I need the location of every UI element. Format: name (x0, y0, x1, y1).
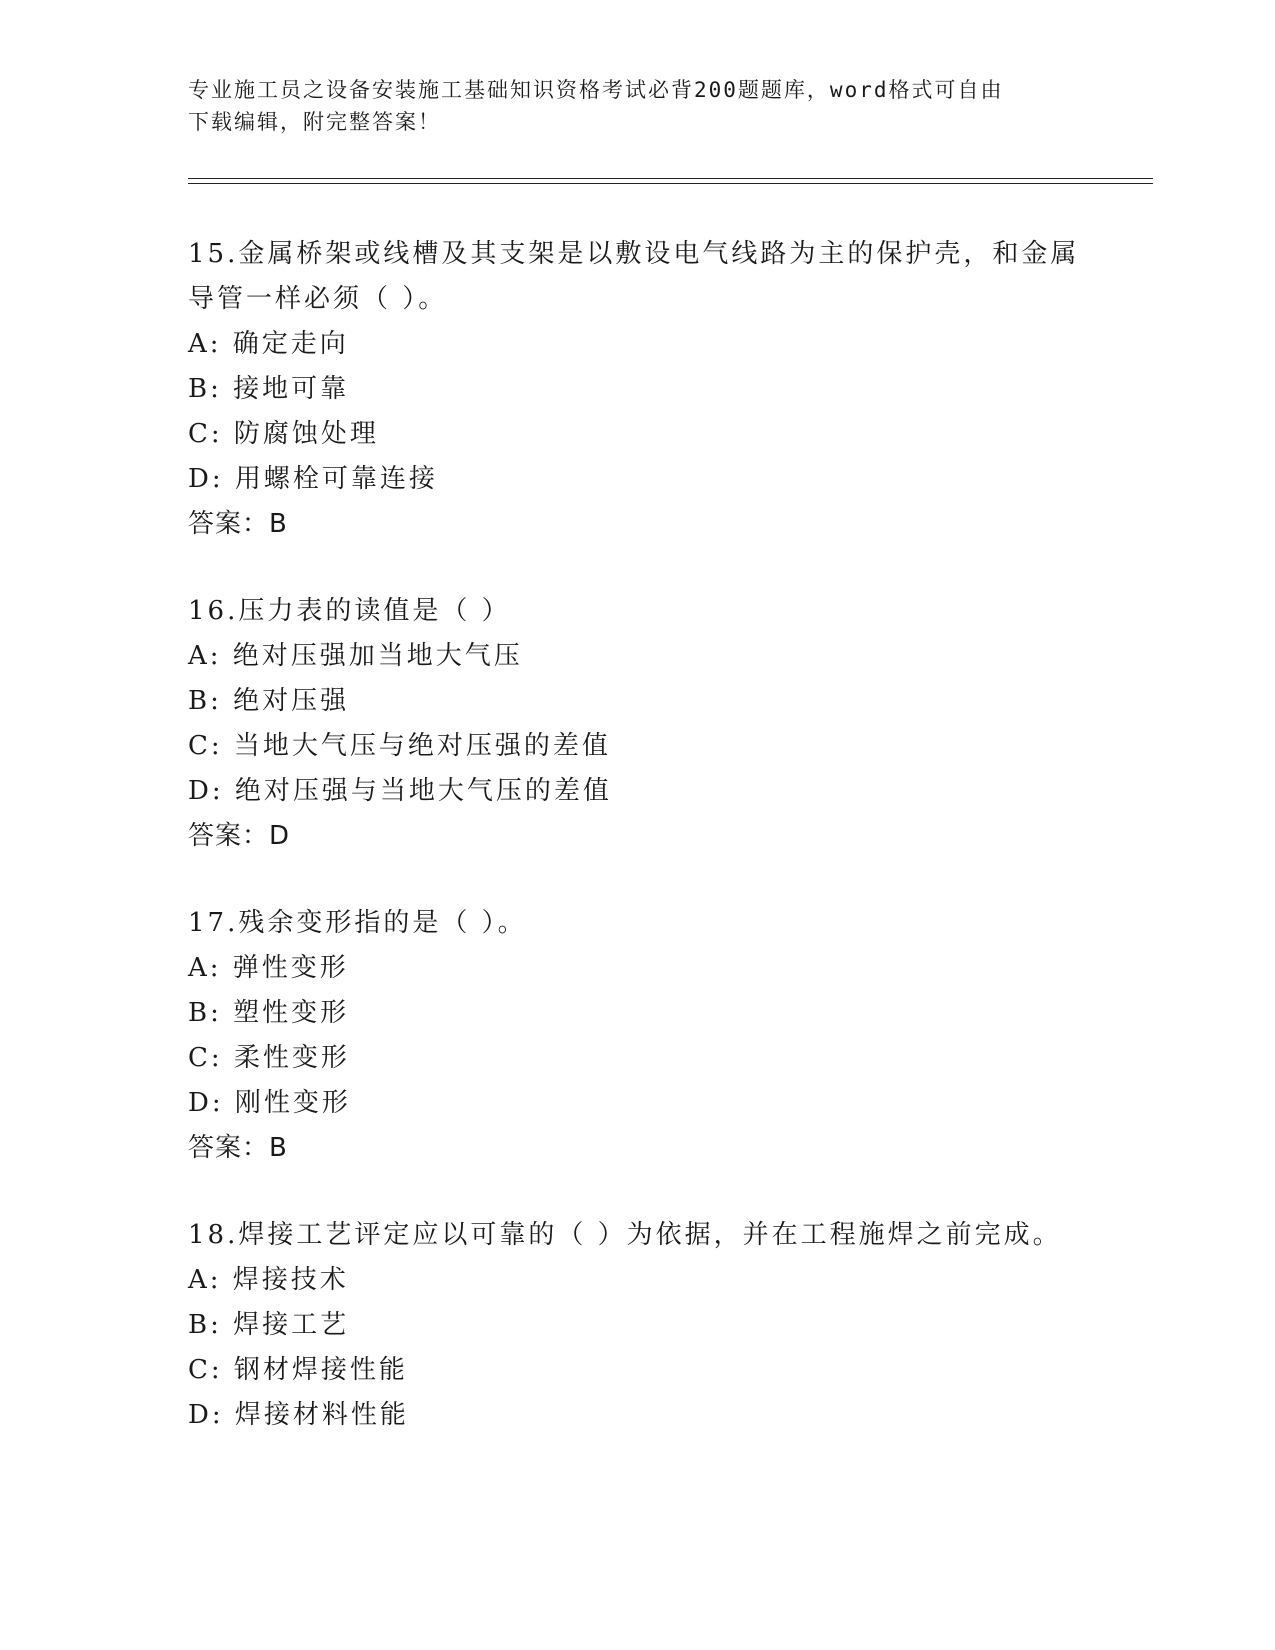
answer: 答案：D (188, 821, 291, 851)
question-16 (188, 589, 1088, 859)
option-c: C: 当地大气压与绝对压强的差值 (188, 731, 611, 761)
option-a: A: 焊接技术 (188, 1265, 349, 1295)
option-d: D: 绝对压强与当地大气压的差值 (188, 776, 612, 806)
option-b: B: 接地可靠 (188, 374, 350, 404)
option-c: C: 钢材焊接性能 (188, 1355, 408, 1385)
document-header (188, 74, 1088, 138)
question-18 (188, 1213, 1088, 1438)
option-a: A: 弹性变形 (188, 953, 349, 983)
answer: 答案：B (188, 1133, 288, 1163)
option-a: A: 确定走向 (188, 329, 349, 359)
question-stem: 17.残余变形指的是（ ）。 (188, 908, 527, 938)
question-stem-continued: 导管一样必须（ ）。 (188, 284, 448, 314)
header-divider-bottom (188, 183, 1153, 184)
question-stem: 16.压力表的读值是（ ） (188, 596, 511, 626)
header-line-2: 下载编辑，附完整答案！ (188, 110, 441, 134)
question-stem: 18.焊接工艺评定应以可靠的（ ）为依据，并在工程施焊之前完成。 (188, 1220, 1062, 1250)
header-line-1: 专业施工员之设备安装施工基础知识资格考试必背200题题库，word格式可自由 (188, 78, 1004, 102)
option-d: D: 用螺栓可靠连接 (188, 464, 438, 494)
option-d: D: 焊接材料性能 (188, 1400, 409, 1430)
question-15 (188, 232, 1088, 547)
question-stem: 15.金属桥架或线槽及其支架是以敷设电气线路为主的保护壳，和金属 (188, 239, 1080, 269)
option-c: C: 防腐蚀处理 (188, 419, 379, 449)
header-divider-top (188, 178, 1153, 179)
option-d: D: 刚性变形 (188, 1088, 351, 1118)
option-b: B: 绝对压强 (188, 686, 350, 716)
question-17 (188, 901, 1088, 1171)
option-a: A: 绝对压强加当地大气压 (188, 641, 523, 671)
option-c: C: 柔性变形 (188, 1043, 350, 1073)
option-b: B: 塑性变形 (188, 998, 350, 1028)
option-b: B: 焊接工艺 (188, 1310, 350, 1340)
answer: 答案：B (188, 509, 288, 539)
question-list (188, 232, 1088, 1480)
